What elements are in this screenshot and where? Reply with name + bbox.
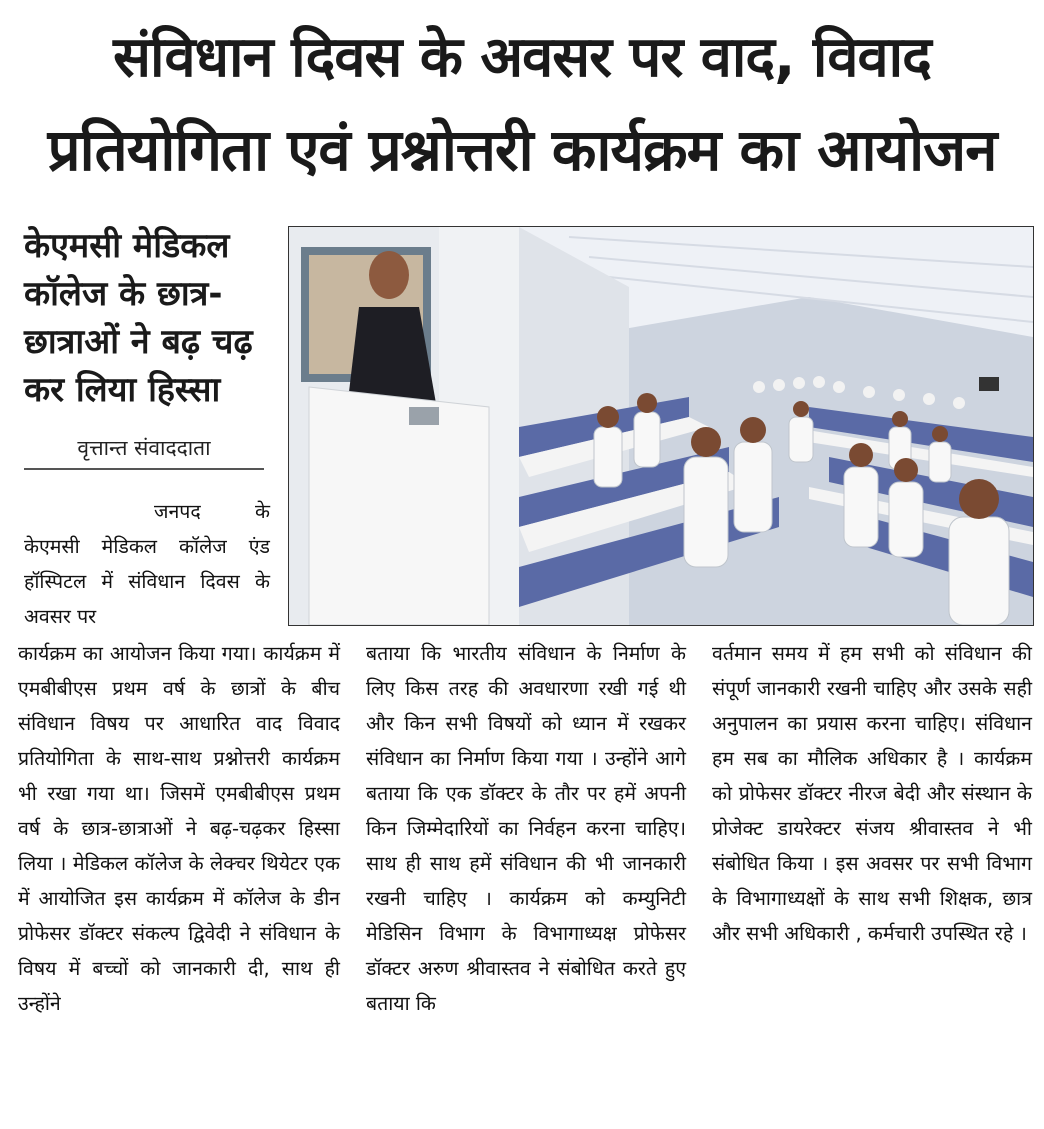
article-text-col1-intro: जनपद के केएमसी मेडिकल कॉलेज एंड हॉस्पिटल में संविधान दिवस के अवसर पर xyxy=(24,500,270,628)
article-column-1: कार्यक्रम का आयोजन किया गया। कार्यक्रम में एमबीबीएस प्रथम वर्ष के छात्रों के बीच संविधान विषय पर आधारित वाद विवाद प्रतियोगिता के साथ-साथ प्रश्नोत्तरी कार्यक्रम भी रखा गया था। जिसमें एमबीबीएस प्रथम वर्ष के छात्र-छात्राओं ने बढ़-चढ़कर हिस्सा लिया । मेडिकल कॉलेज के लेक्चर थियेटर एक में आयोजित इस कार्यक्रम में कॉलेज के डीन प्रोफेसर डॉक्टर संकल्प द्विवेदी ने संविधान के विषय में बच्चों को जानकारी दी, साथ ही उन्होंने xyxy=(18,642,340,1015)
byline: वृत्तान्त संवाददाता xyxy=(24,434,264,470)
headline-line-1: संविधान दिवस के अवसर पर वाद, विवाद xyxy=(113,25,931,90)
article-column-1-intro xyxy=(24,494,270,634)
article-column-3: वर्तमान समय में हम सभी को संविधान की संपूर्ण जानकारी रखनी चाहिए और उसके सही अनुपालन का प्रयास करना चाहिए। संविधान हम सब का मौलिक अधिकार है । कार्यक्रम को प्रोफेसर डॉक्टर नीरज बेदी और संस्थान के प्रोजेक्ट डायरेक्टर संजय श्रीवास्तव ने भी संबोधित किया । इस अवसर पर सभी विभाग के विभागाध्यक्षों के साथ सभी शिक्षक, छात्र और सभी अधिकारी , कर्मचारी उपस्थित रहे । xyxy=(712,642,1032,945)
headline-line-2: प्रतियोगिता एवं प्रश्नोत्तरी कार्यक्रम का आयोजन xyxy=(47,116,997,184)
subheading: केएमसी मेडिकल कॉलेज के छात्र-छात्राओं ने बढ़ चढ़ कर लिया हिस्सा xyxy=(24,226,253,410)
article-column-2: बताया कि भारतीय संविधान के निर्माण के लिए किस तरह की अवधारणा रखी गई थी और किन सभी विषयों को ध्यान में रखकर संविधान का निर्माण किया गया । उन्होंने आगे बताया कि एक डॉक्टर के तौर पर हमें अपनी किन जिम्मेदारियों का निर्वहन करना चाहिए। साथ ही साथ हमें संविधान की भी जानकारी रखनी चाहिए । कार्यक्रम को कम्युनिटी मेडिसिन विभाग के विभागाध्यक्ष प्रोफेसर डॉक्टर अरुण श्रीवास्तव ने संबोधित करते हुए बताया कि xyxy=(366,642,686,1015)
lecture-hall-photo xyxy=(288,226,1034,626)
